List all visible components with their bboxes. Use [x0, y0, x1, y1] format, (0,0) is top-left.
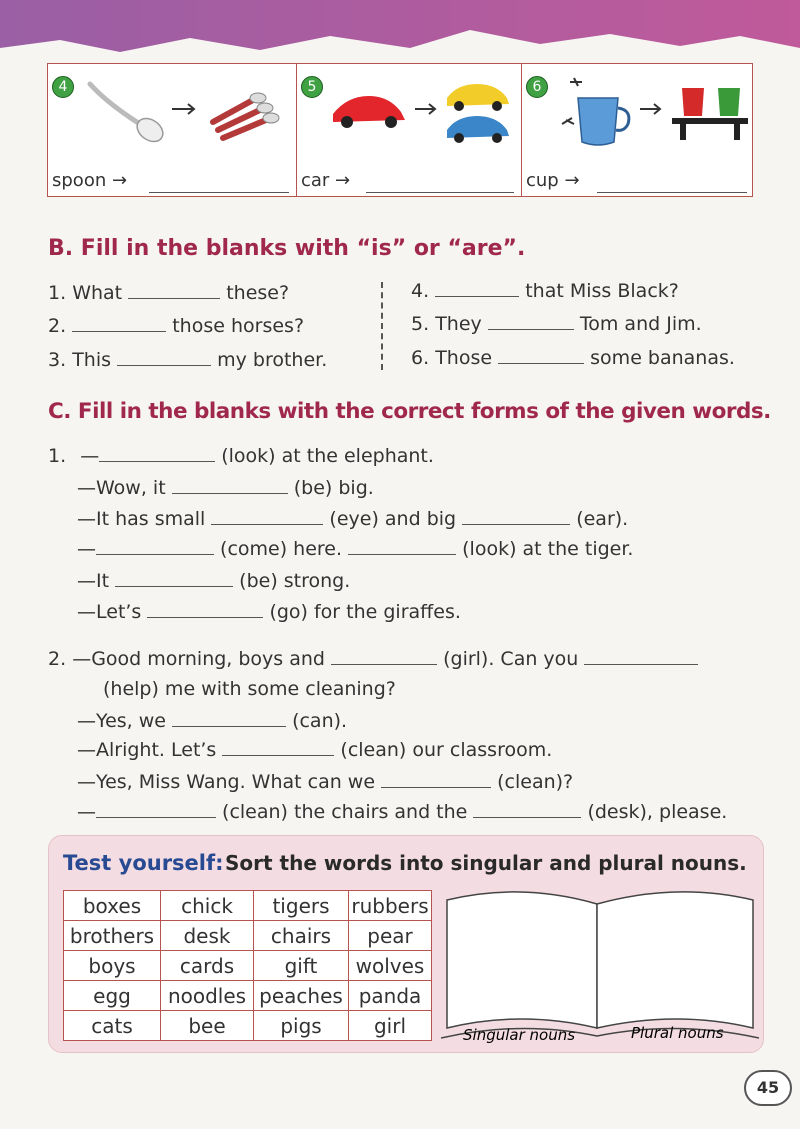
picture-word-car: car → [301, 170, 351, 191]
c1-line-3: —It has small (eye) and big (ear). [77, 508, 629, 530]
c1-line-6: —Let’s (go) for the giraffes. [77, 601, 461, 623]
c2-line-2: (help) me with some cleaning? [103, 678, 396, 700]
cup-icon [522, 64, 754, 164]
c1-line-1: 1. — (look) at the elephant. [48, 445, 434, 467]
answer-blank[interactable] [172, 477, 288, 494]
table-row [64, 891, 432, 921]
c1-line-2: —Wow, it (be) big. [77, 477, 374, 499]
word-table [63, 890, 432, 1041]
word-cell: boys [64, 951, 161, 981]
word-cell: chairs [254, 921, 349, 951]
number-badge: 6 [526, 76, 548, 98]
table-row [64, 981, 432, 1011]
b-question-6: 6. Those some bananas. [411, 347, 735, 369]
picture-word-cup: cup → [526, 170, 580, 191]
word-cell: tigers [254, 891, 349, 921]
picture-exercise-box [47, 63, 753, 197]
top-decorative-band [0, 0, 800, 70]
answer-blank[interactable] [381, 771, 491, 788]
answer-blank[interactable] [149, 192, 289, 193]
word-cell: bee [161, 1011, 254, 1041]
word-cell: desk [161, 921, 254, 951]
word-cell: rubbers [349, 891, 432, 921]
answer-blank[interactable] [473, 801, 581, 818]
section-c-title: C. Fill in the blanks with the correct forms of the given words. [48, 399, 771, 424]
word-cell: panda [349, 981, 432, 1011]
word-cell: peaches [254, 981, 349, 1011]
answer-blank[interactable] [597, 192, 747, 193]
section-b-title: B. Fill in the blanks with “is” or “are”. [48, 236, 526, 261]
answer-blank[interactable] [128, 282, 220, 299]
c2-line-6: — (clean) the chairs and the (desk), please. [77, 801, 728, 823]
answer-blank[interactable] [498, 347, 584, 364]
word-cell: boxes [64, 891, 161, 921]
c1-line-5: —It (be) strong. [77, 570, 351, 592]
answer-blank[interactable] [172, 710, 286, 727]
picture-cell-spoon [48, 64, 297, 196]
word-cell: chick [161, 891, 254, 921]
answer-blank[interactable] [435, 280, 519, 297]
number-badge: 5 [301, 76, 323, 98]
table-row [64, 1011, 432, 1041]
b-question-5: 5. They Tom and Jim. [411, 313, 702, 335]
answer-blank[interactable] [488, 313, 574, 330]
answer-blank[interactable] [222, 739, 334, 756]
b-question-4: 4. that Miss Black? [411, 280, 679, 302]
word-cell: cats [64, 1011, 161, 1041]
table-row [64, 951, 432, 981]
plural-nouns-label: Plural nouns [631, 1024, 724, 1042]
singular-nouns-label: Singular nouns [463, 1026, 576, 1044]
answer-blank[interactable] [117, 349, 211, 366]
answer-blank[interactable] [348, 538, 456, 555]
answer-blank[interactable] [584, 648, 698, 665]
car-icon [297, 64, 522, 164]
c2-line-5: —Yes, Miss Wang. What can we (clean)? [77, 771, 574, 793]
word-cell: cards [161, 951, 254, 981]
word-cell: pear [349, 921, 432, 951]
answer-blank[interactable] [96, 538, 214, 555]
word-cell: brothers [64, 921, 161, 951]
word-cell: gift [254, 951, 349, 981]
b-question-2: 2. those horses? [48, 315, 305, 337]
b-question-1: 1. What these? [48, 282, 290, 304]
test-yourself-label: Test yourself: [63, 851, 224, 875]
word-cell: wolves [349, 951, 432, 981]
b-question-3: 3. This my brother. [48, 349, 328, 371]
c1-line-4: — (come) here. (look) at the tiger. [77, 538, 634, 560]
picture-cell-car [297, 64, 522, 196]
spoon-icon [48, 64, 297, 164]
open-book-answer-area[interactable] [441, 878, 759, 1048]
word-cell: pigs [254, 1011, 349, 1041]
answer-blank[interactable] [462, 508, 570, 525]
picture-cell-cup [522, 64, 754, 196]
answer-blank[interactable] [99, 445, 215, 462]
test-yourself-instruction: Sort the words into singular and plural nouns. [225, 851, 747, 875]
answer-blank[interactable] [72, 315, 166, 332]
c2-line-4: —Alright. Let’s (clean) our classroom. [77, 739, 553, 761]
answer-blank[interactable] [96, 801, 216, 818]
c2-line-3: —Yes, we (can). [77, 710, 348, 732]
answer-blank[interactable] [366, 192, 514, 193]
column-divider [381, 282, 383, 370]
table-row [64, 921, 432, 951]
answer-blank[interactable] [211, 508, 323, 525]
c2-line-1: 2. —Good morning, boys and (girl). Can you [48, 648, 698, 670]
answer-blank[interactable] [147, 601, 263, 618]
picture-word-spoon: spoon → [52, 170, 128, 191]
word-cell: noodles [161, 981, 254, 1011]
page-number: 45 [744, 1070, 792, 1106]
answer-blank[interactable] [331, 648, 437, 665]
answer-blank[interactable] [115, 570, 233, 587]
word-cell: girl [349, 1011, 432, 1041]
number-badge: 4 [52, 76, 74, 98]
word-cell: egg [64, 981, 161, 1011]
